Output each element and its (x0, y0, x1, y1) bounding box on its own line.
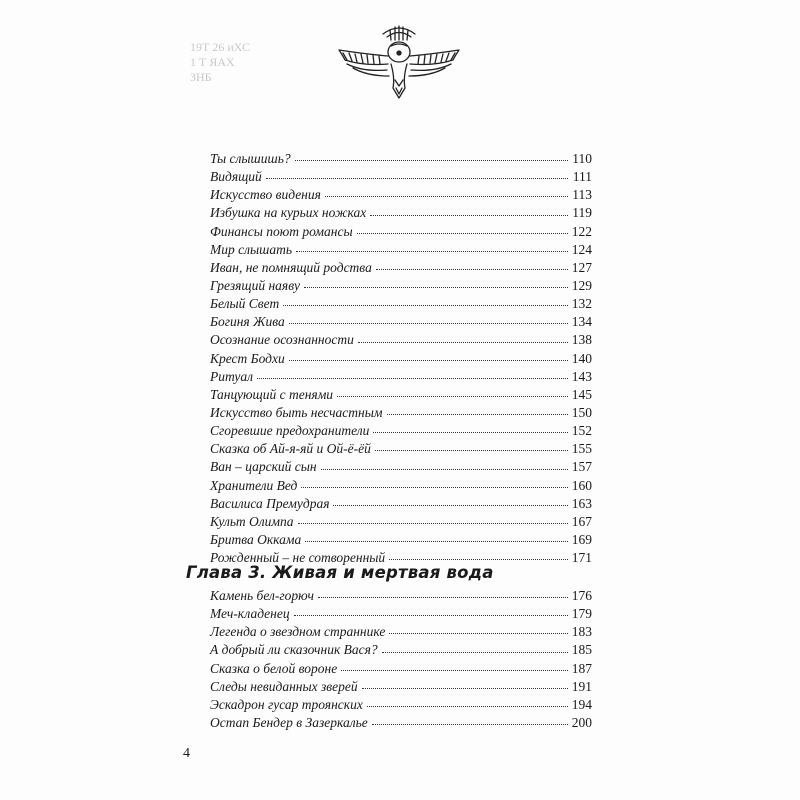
toc-entry (210, 440, 592, 458)
dot-leader (370, 214, 568, 216)
toc-entry-page: 200 (571, 714, 592, 730)
bleed-through-line: ЗНБ (190, 70, 212, 84)
toc-entry (210, 259, 592, 277)
toc-entry (210, 458, 592, 476)
dot-leader (301, 486, 568, 488)
dot-leader (304, 286, 568, 288)
toc-entry (210, 150, 592, 168)
toc-entry (210, 495, 592, 513)
toc-entry (210, 350, 592, 368)
dot-leader (367, 705, 568, 707)
dot-leader (358, 341, 568, 343)
toc-entry (210, 605, 592, 623)
dot-leader (376, 268, 568, 270)
toc-entry (210, 277, 592, 295)
dot-leader (389, 558, 568, 560)
toc-entry-title: Крест Бодхи (210, 350, 285, 366)
toc-entry-page: 185 (571, 642, 592, 658)
toc-entry (210, 168, 592, 186)
dot-leader (321, 468, 568, 470)
dot-leader (373, 431, 568, 433)
toc-entry-title: Ван – царский сын (210, 459, 317, 475)
table-of-contents-chapter-3 (210, 587, 592, 732)
toc-entry-title: Искусство видения (210, 187, 321, 203)
toc-entry-title: Хранители Вед (210, 477, 298, 493)
toc-entry-title: Финансы поют романсы (210, 223, 353, 239)
dot-leader (325, 195, 568, 197)
toc-entry (210, 386, 592, 404)
toc-entry-title: Меч-кладенец (210, 606, 290, 622)
dot-leader (289, 322, 568, 324)
dot-leader (357, 232, 568, 234)
toc-entry-page: 150 (571, 404, 592, 420)
toc-entry (210, 531, 592, 549)
page-number: 4 (183, 746, 190, 761)
toc-entry-page: 113 (572, 187, 592, 203)
toc-entry-page: 155 (571, 441, 592, 457)
toc-entry (210, 186, 592, 204)
toc-entry-page: 129 (571, 277, 592, 293)
toc-entry-title: Осознание осознанности (210, 332, 354, 348)
toc-entry-page: 111 (572, 169, 592, 185)
toc-entry-page: 119 (572, 205, 592, 221)
toc-entry-page: 152 (571, 423, 592, 439)
toc-entry-page: 160 (571, 477, 592, 493)
toc-entry-title: Танцующий с тенями (210, 386, 334, 402)
toc-entry-title: Белый Свет (210, 296, 280, 312)
toc-entry-title: Ритуал (210, 368, 254, 384)
toc-entry-title: Мир слышать (210, 241, 292, 257)
dot-leader (305, 540, 568, 542)
toc-entry-title: Сказка об Ай-я-яй и Ой-ё-ёй (210, 441, 371, 457)
toc-entry-title: Эскадрон гусар троянских (210, 696, 363, 712)
toc-entry (210, 368, 592, 386)
toc-entry-page: 157 (571, 459, 592, 475)
dot-leader (283, 304, 568, 306)
toc-entry-title: Избушка на курьих ножках (210, 205, 367, 221)
toc-entry-page: 132 (571, 296, 592, 312)
toc-entry-page: 127 (571, 259, 592, 275)
dot-leader (362, 687, 568, 689)
dot-leader (294, 614, 568, 616)
toc-entry-page: 187 (571, 660, 592, 676)
toc-entry-page: 163 (571, 495, 592, 511)
toc-entry (210, 331, 592, 349)
toc-entry-page: 176 (571, 588, 592, 603)
toc-entry-title: Сгоревшие предохранители (210, 423, 370, 439)
toc-entry (210, 241, 592, 259)
toc-entry (210, 204, 592, 222)
table-of-contents (210, 150, 592, 567)
toc-entry-title: А добрый ли сказочник Вася? (210, 642, 378, 658)
winged-bird-ornament-icon (333, 20, 465, 102)
toc-entry (210, 678, 592, 696)
toc-entry (210, 641, 592, 659)
dot-leader (318, 596, 568, 598)
toc-entry-page: 122 (571, 223, 592, 239)
dot-leader (266, 177, 568, 179)
toc-entry-title: Камень бел-горюч (210, 588, 314, 603)
toc-entry-page: 179 (571, 606, 592, 622)
dot-leader (333, 504, 568, 506)
toc-entry-title: Следы невиданных зверей (210, 678, 358, 694)
dot-leader (257, 377, 568, 379)
toc-entry-page: 138 (571, 332, 592, 348)
toc-entry-title: Ты слышишь? (210, 151, 291, 166)
toc-entry-page: 167 (571, 513, 592, 529)
dot-leader (298, 522, 569, 524)
toc-entry (210, 313, 592, 331)
toc-entry (210, 477, 592, 495)
toc-entry (210, 587, 592, 605)
bleed-through-text (190, 40, 250, 85)
toc-entry-page: 183 (571, 624, 592, 640)
toc-entry-title: Рожденный – не сотворенный (210, 550, 386, 566)
toc-entry-page: 110 (572, 151, 592, 166)
dot-leader (382, 651, 568, 653)
toc-entry (210, 696, 592, 714)
chapter-heading: Глава 3. Живая и мертвая вода (186, 563, 494, 582)
toc-entry-title: Остап Бендер в Зазеркалье (210, 714, 368, 730)
dot-leader (289, 359, 568, 361)
dot-leader (389, 632, 568, 634)
toc-entry (210, 404, 592, 422)
dot-leader (295, 159, 568, 161)
toc-entry (210, 623, 592, 641)
dot-leader (296, 250, 568, 252)
bleed-through-line: 19Т 26 иХС (190, 40, 250, 54)
toc-entry-page: 191 (571, 678, 592, 694)
toc-entry-page: 134 (571, 314, 592, 330)
toc-entry-page: 171 (571, 550, 592, 566)
toc-entry-page: 194 (571, 696, 592, 712)
toc-entry-title: Иван, не помнящий родства (210, 259, 372, 275)
toc-entry-page: 143 (571, 368, 592, 384)
dot-leader (337, 395, 568, 397)
toc-entry-title: Богиня Жива (210, 314, 285, 330)
dot-leader (372, 723, 568, 725)
toc-entry (210, 295, 592, 313)
toc-entry-title: Грезящий наяву (210, 277, 301, 293)
toc-entry-title: Искусство быть несчастным (210, 404, 383, 420)
toc-entry-page: 124 (571, 241, 592, 257)
toc-entry-title: Легенда о звездном страннике (210, 624, 386, 640)
toc-entry-title: Видящий (210, 169, 262, 185)
toc-entry-title: Сказка о белой вороне (210, 660, 338, 676)
toc-entry-page: 145 (571, 386, 592, 402)
dot-leader (387, 413, 568, 415)
bleed-through-line: 1 Т ЯАХ (190, 55, 235, 69)
toc-entry-title: Бритва Оккама (210, 531, 302, 547)
toc-entry (210, 422, 592, 440)
toc-entry-page: 140 (571, 350, 592, 366)
toc-entry (210, 513, 592, 531)
toc-entry (210, 714, 592, 732)
toc-entry (210, 660, 592, 678)
toc-entry-page: 169 (571, 531, 592, 547)
dot-leader (375, 449, 568, 451)
toc-entry-title: Василиса Премудрая (210, 495, 330, 511)
toc-entry (210, 223, 592, 241)
toc-entry-title: Культ Олимпа (210, 513, 294, 529)
dot-leader (341, 669, 568, 671)
